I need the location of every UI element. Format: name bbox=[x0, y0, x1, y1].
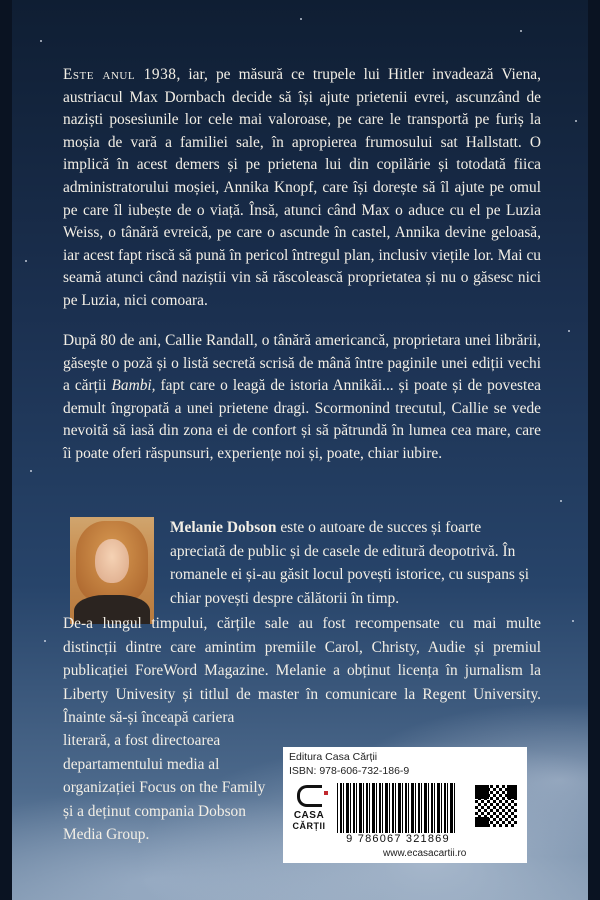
book-title-bambi: Bambi, bbox=[111, 377, 156, 395]
star bbox=[30, 470, 32, 472]
star bbox=[44, 640, 46, 642]
star bbox=[300, 18, 302, 20]
summary-lead: Este anul 1938 bbox=[63, 66, 177, 83]
publisher-info-box bbox=[283, 747, 527, 863]
publisher-logo-icon bbox=[297, 785, 322, 807]
qr-code-icon bbox=[473, 783, 519, 829]
author-bio-1-text: este o autoare de succes și foarte apreciată de public și de casele de editură deopotrivă. În romanele ei și-au găsit locul povești istorice, cu suspans și chiar povești despre călătorii în timp. bbox=[170, 519, 530, 607]
star bbox=[25, 260, 27, 262]
publisher-logo bbox=[289, 785, 329, 833]
star bbox=[575, 120, 577, 122]
author-photo bbox=[70, 517, 154, 624]
isbn: ISBN: 978-606-732-186-9 bbox=[289, 765, 410, 777]
author-bio-1 bbox=[170, 516, 540, 610]
summary-p1-text: , iar, pe măsură ce trupele lui Hitler invadează Viena, austriacul Max Dornbach decide să își ajute prietenii evrei, ascunzând de naziști posesiunile lor cele mai valoroase, pe care le transportă pe furiș la moșia de vară a familiei sale, în apropierea frumosului sat Hallstatt. O implică în acest demers și pe prietena lui din copilărie și totodată fiica administratorului moșiei, Annika Knopf, care își dorește să îl ajute pe omul pe care îl iubește de o viață. Însă, atunci când Max o aduce cu el pe Luzia Weiss, o tânără evreică, pe care o ascunde în castel, Annika devine geloasă, iar acest fapt riscă să pună în pericol întregul plan, inclusiv viețile lor. Mai cu seamă atunci când naziștii vin să răscolească proprietatea și nu o găsesc nici pe Luzia, nici comoara. bbox=[63, 66, 541, 309]
star bbox=[560, 500, 562, 502]
summary-paragraph-1 bbox=[63, 64, 541, 313]
publisher-url: www.ecasacartii.ro bbox=[383, 848, 467, 859]
author-bio-2: De-a lungul timpului, cărțile sale au fost recompensate cu mai multe distincții dintre care amintim premiile Carol, Christy, Audie și premiul publicației ForeWord Magazine. Melanie a obținut licența în jurnalism la Liberty Univesity și titlul de master în comunicare la Regent University. Înainte să-și înceapă cariera bbox=[63, 615, 541, 726]
star bbox=[40, 40, 42, 42]
author-bio-3: literară, a fost directoarea departamentului media al organizației Focus on the Family și a deținut compania Dobson Media Group. bbox=[63, 732, 266, 843]
star bbox=[568, 330, 570, 332]
cover-edge-left bbox=[0, 0, 12, 900]
publisher-logo-line1: CASA bbox=[293, 810, 325, 821]
star bbox=[572, 620, 574, 622]
author-name: Melanie Dobson bbox=[170, 519, 277, 536]
publisher-name: Editura Casa Cărții bbox=[289, 751, 378, 763]
summary-paragraph-2 bbox=[63, 330, 541, 466]
author-photo-face bbox=[95, 539, 129, 583]
barcode-number: 9 786067 321869 bbox=[346, 833, 450, 845]
cover-edge-right bbox=[588, 0, 600, 900]
summary-p2-before: După 80 de ani, Callie Randall, o tânără americancă, proprietara unei librării, găsește o poză și o listă secretă scrisă de mână între paginile unei ediții vechi a cărții bbox=[63, 332, 541, 395]
barcode bbox=[337, 783, 457, 833]
summary-p2-after: fapt care o leagă de istoria Annikăi... și poate și de povestea demult îngropată a unei prietene dragi. Scormonind trecutul, Callie se vede nevoită să iasă din zona ei de confort și să pătrundă în lumea cea mare, care îi poate oferi răspunsuri, experiențe noi și, poate, chiar iubire. bbox=[63, 377, 541, 462]
star bbox=[520, 30, 522, 32]
publisher-logo-line2: CĂRȚII bbox=[292, 821, 326, 831]
